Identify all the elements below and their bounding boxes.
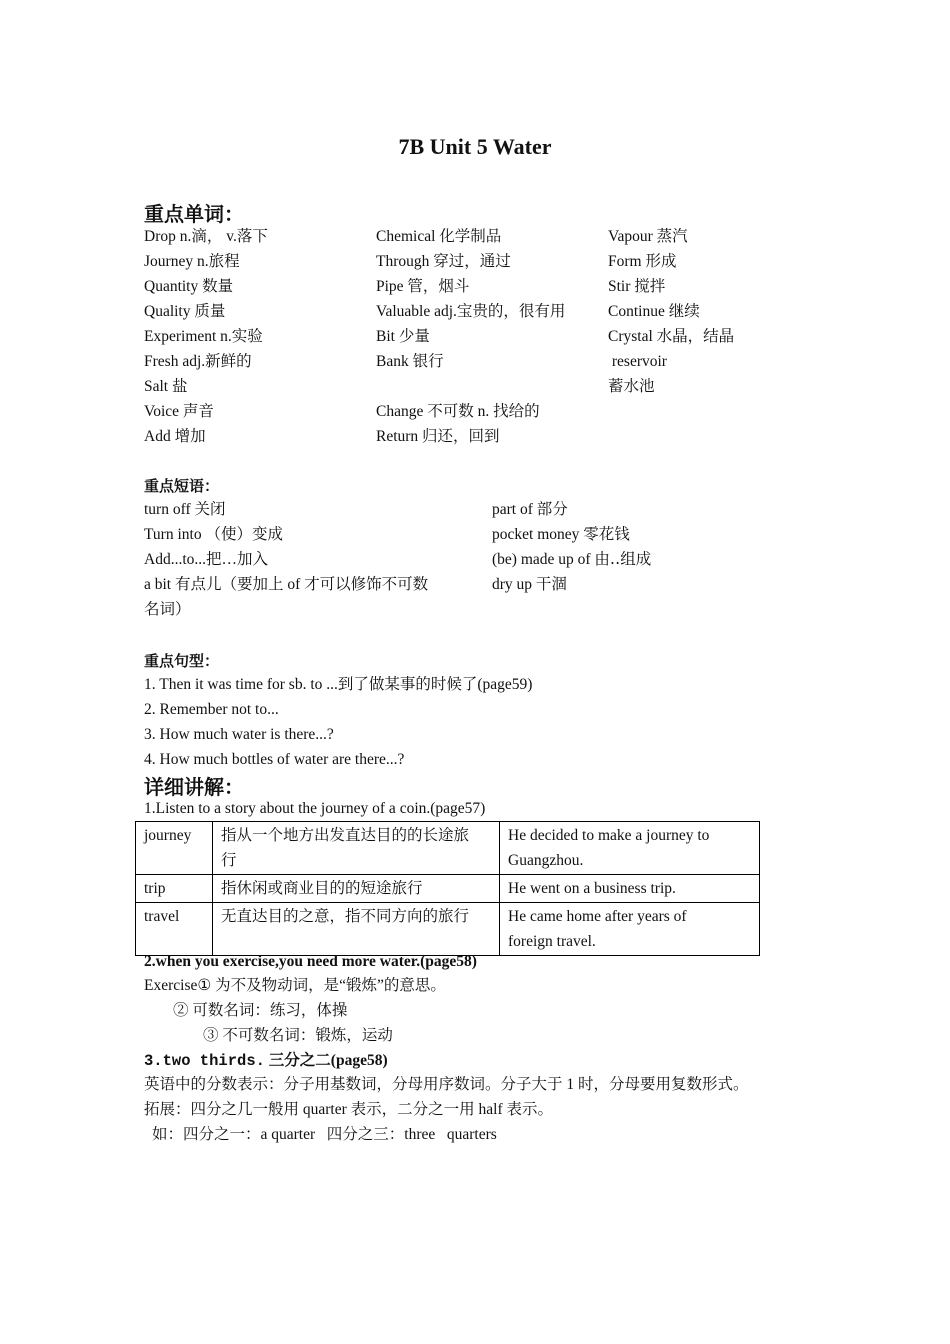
meaning-line: 指从一个地方出发直达目的的长途旅 <box>221 827 470 844</box>
vocab-item: Return 归还，回到 <box>376 428 500 445</box>
table-row <box>136 903 760 956</box>
phrase-item: turn off 关闭 <box>144 501 226 518</box>
vocab-item: Crystal 水晶，结晶 <box>608 328 735 345</box>
vocab-item <box>376 374 565 399</box>
point-3 <box>144 1048 388 1074</box>
example-line: He went on a business trip. <box>508 880 676 897</box>
vocab-item: Fresh adj.新鲜的 <box>144 353 252 370</box>
table-cell-word: trip <box>136 875 213 903</box>
example-line: He decided to make a journey to <box>508 827 710 844</box>
vocab-item: Continue 继续 <box>608 303 700 320</box>
phrase-item: Turn into （使）变成 <box>144 526 283 543</box>
phrase-item: 名词） <box>144 601 191 618</box>
sentence-item: 3. How much water is there...? <box>144 726 334 743</box>
point-3-chinese: 三分之二(page58) <box>264 1052 388 1069</box>
vocab-column-1 <box>144 224 268 449</box>
meaning-line: 指休闲或商业目的的短途旅行 <box>221 880 423 897</box>
point-3-line: 如：四分之一：a quarter 四分之三：three quarters <box>152 1126 497 1143</box>
table-cell-word: journey <box>136 822 213 875</box>
phrase-item: (be) made up of 由‥组成 <box>492 551 652 568</box>
table-cell-example <box>500 875 760 903</box>
table-cell-meaning <box>213 903 500 956</box>
vocab-item: Drop n.滴， v.落下 <box>144 228 268 245</box>
vocab-item: Quality 质量 <box>144 303 226 320</box>
vocab-item: Stir 搅拌 <box>608 278 666 295</box>
point-2-line: ② 可数名词：练习，体操 <box>173 1002 348 1019</box>
vocab-item: Quantity 数量 <box>144 278 234 295</box>
sentences-heading: 重点句型： <box>144 652 220 670</box>
phrase-item: part of 部分 <box>492 501 568 518</box>
meaning-line: 行 <box>221 852 237 869</box>
vocab-column-3 <box>608 224 734 399</box>
sentence-item: 4. How much bottles of water are there...? <box>144 751 405 768</box>
vocab-item: Experiment n.实验 <box>144 328 263 345</box>
vocab-column-2 <box>376 224 565 449</box>
point-3-line: 拓展：四分之几一般用 quarter 表示，二分之一用 half 表示。 <box>144 1101 553 1118</box>
table-row <box>136 822 760 875</box>
vocab-item: Change 不可数 n. 找给的 <box>376 403 540 420</box>
point-2-line: ③ 不可数名词：锻炼，运动 <box>203 1027 393 1044</box>
vocab-item: Bank 银行 <box>376 353 444 370</box>
vocab-item: Valuable adj.宝贵的，很有用 <box>376 303 566 320</box>
phrases-heading: 重点短语： <box>144 477 220 495</box>
point-3-english: 3.two thirds. <box>144 1052 265 1070</box>
vocab-item: reservoir <box>608 353 667 370</box>
phrase-item: pocket money 零花钱 <box>492 526 630 543</box>
point-2: 2.when you exercise,you need more water.(page58) <box>144 953 477 970</box>
point-2-line: Exercise① 为不及物动词，是“锻炼”的意思。 <box>144 977 446 994</box>
vocab-item: Journey n.旅程 <box>144 253 240 270</box>
table-cell-example <box>500 822 760 875</box>
point-3-line: 英语中的分数表示：分子用基数词，分母用序数词。分子大于 1 时，分母要用复数形式。 <box>144 1076 749 1093</box>
example-line: Guangzhou. <box>508 852 584 869</box>
vocab-item: Salt 盐 <box>144 378 188 395</box>
page-title: 7B Unit 5 Water <box>398 134 552 159</box>
vocab-item: Voice 声音 <box>144 403 214 420</box>
meaning-line: 无直达目的之意，指不同方向的旅行 <box>221 908 470 925</box>
table-cell-meaning <box>213 875 500 903</box>
vocab-item: Form 形成 <box>608 253 677 270</box>
comparison-table <box>135 821 760 956</box>
example-line: He came home after years of <box>508 908 687 925</box>
sentences-list <box>144 672 532 772</box>
vocab-item: Chemical 化学制品 <box>376 228 502 245</box>
sentence-item: 1. Then it was time for sb. to ...到了做某事的时候了(page59) <box>144 676 533 693</box>
vocab-item: Bit 少量 <box>376 328 430 345</box>
vocab-heading: 重点单词： <box>144 202 244 226</box>
details-heading: 详细讲解： <box>144 775 244 799</box>
table-cell-word: travel <box>136 903 213 956</box>
table-row <box>136 875 760 903</box>
vocab-item: 蓄水池 <box>608 378 655 395</box>
vocab-item: Through 穿过，通过 <box>376 253 511 270</box>
phrases-column-2 <box>492 497 651 597</box>
table-cell-meaning <box>213 822 500 875</box>
phrase-item: Add...to...把…加入 <box>144 551 269 568</box>
table-cell-example <box>500 903 760 956</box>
example-line: foreign travel. <box>508 933 596 950</box>
vocab-item: Vapour 蒸汽 <box>608 228 688 245</box>
phrase-item: dry up 干涸 <box>492 576 567 593</box>
phrases-column-1 <box>144 497 428 622</box>
phrase-item: a bit 有点儿（要加上 of 才可以修饰不可数 <box>144 576 429 593</box>
sentence-item: 2. Remember not to... <box>144 701 279 718</box>
vocab-item: Pipe 管，烟斗 <box>376 278 470 295</box>
vocab-item: Add 增加 <box>144 428 206 445</box>
point-1: 1.Listen to a story about the journey of a coin.(page57) <box>144 800 486 817</box>
